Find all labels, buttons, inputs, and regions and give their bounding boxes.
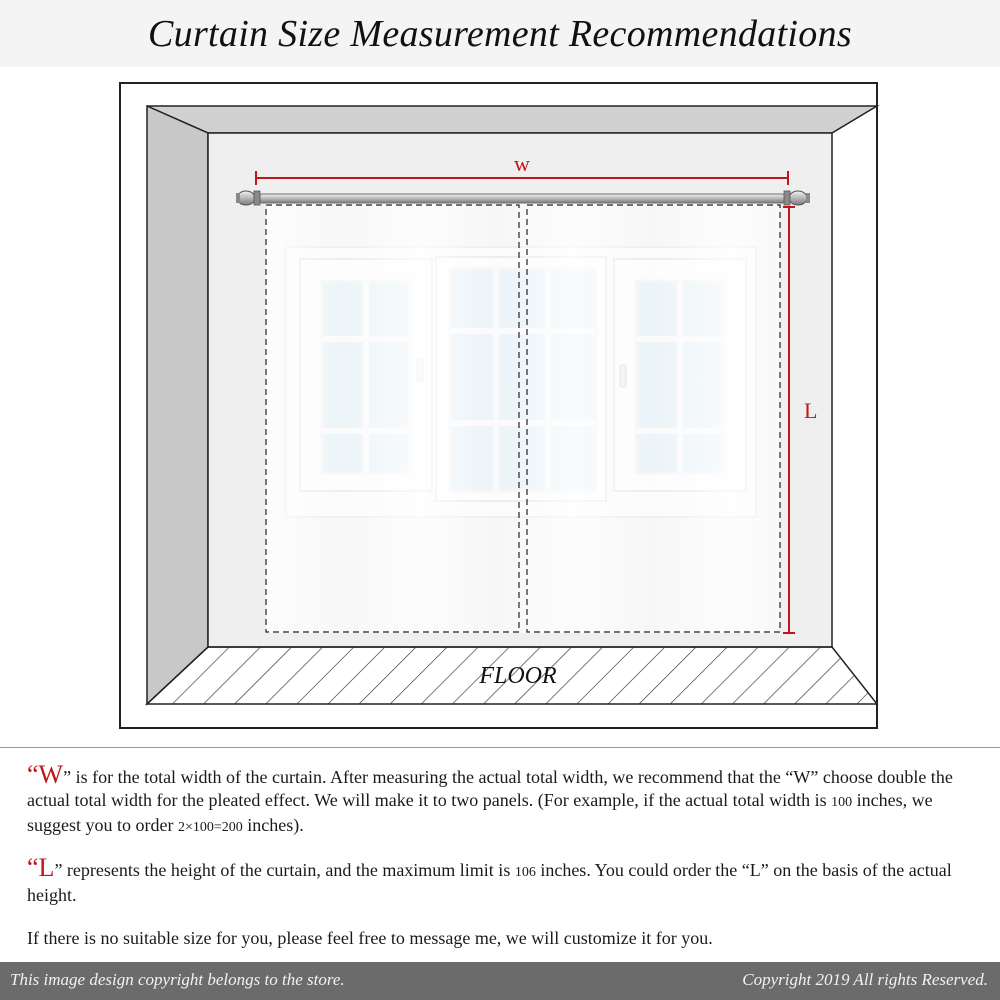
l-letter: L xyxy=(38,853,55,882)
footer-left-text: This image design copyright belongs to the store. xyxy=(10,970,345,989)
l-open-quote: “ xyxy=(27,853,39,882)
floor-label: FLOOR xyxy=(479,663,557,689)
room-diagram-svg xyxy=(0,67,1000,747)
l-text-1: ” represents the height of the curtain, and the maximum limit is xyxy=(54,860,515,880)
header-bar xyxy=(0,0,1000,67)
w-text-3: inches). xyxy=(242,815,304,835)
l-text-2: inches. You could order the “L” on the basis of the actual height. xyxy=(27,860,952,905)
left-wall xyxy=(147,106,208,704)
l-number: 106 xyxy=(514,865,536,880)
sheer-curtain xyxy=(266,203,780,633)
w-letter: W xyxy=(38,760,64,789)
section-divider xyxy=(0,747,1000,748)
w-text-2: inches, we suggest you to order xyxy=(27,790,933,835)
room-diagram xyxy=(0,67,1000,747)
custom-size-note: If there is no suitable size for you, please feel free to message me, we will customize it for you. xyxy=(27,928,713,948)
length-explanation xyxy=(27,853,977,907)
footer-bar xyxy=(0,962,1000,1000)
width-label: w xyxy=(514,151,530,176)
length-label: L xyxy=(804,398,818,423)
w-open-quote: “ xyxy=(27,760,39,789)
ceiling xyxy=(147,106,877,133)
w-number-2: 2×100=200 xyxy=(177,820,243,835)
footer-right-text: Copyright 2019 All rights Reserved. xyxy=(742,970,988,989)
page-title: Curtain Size Measurement Recommendations xyxy=(148,13,852,55)
w-number-1: 100 xyxy=(831,795,853,810)
w-text-1: ” is for the total width of the curtain. After measuring the actual total width, we recommend that the “W” choose double the actual total width for the pleated effect. We will make it to two panels. (For example, if the actual total width is xyxy=(27,767,953,810)
width-explanation xyxy=(27,760,977,839)
